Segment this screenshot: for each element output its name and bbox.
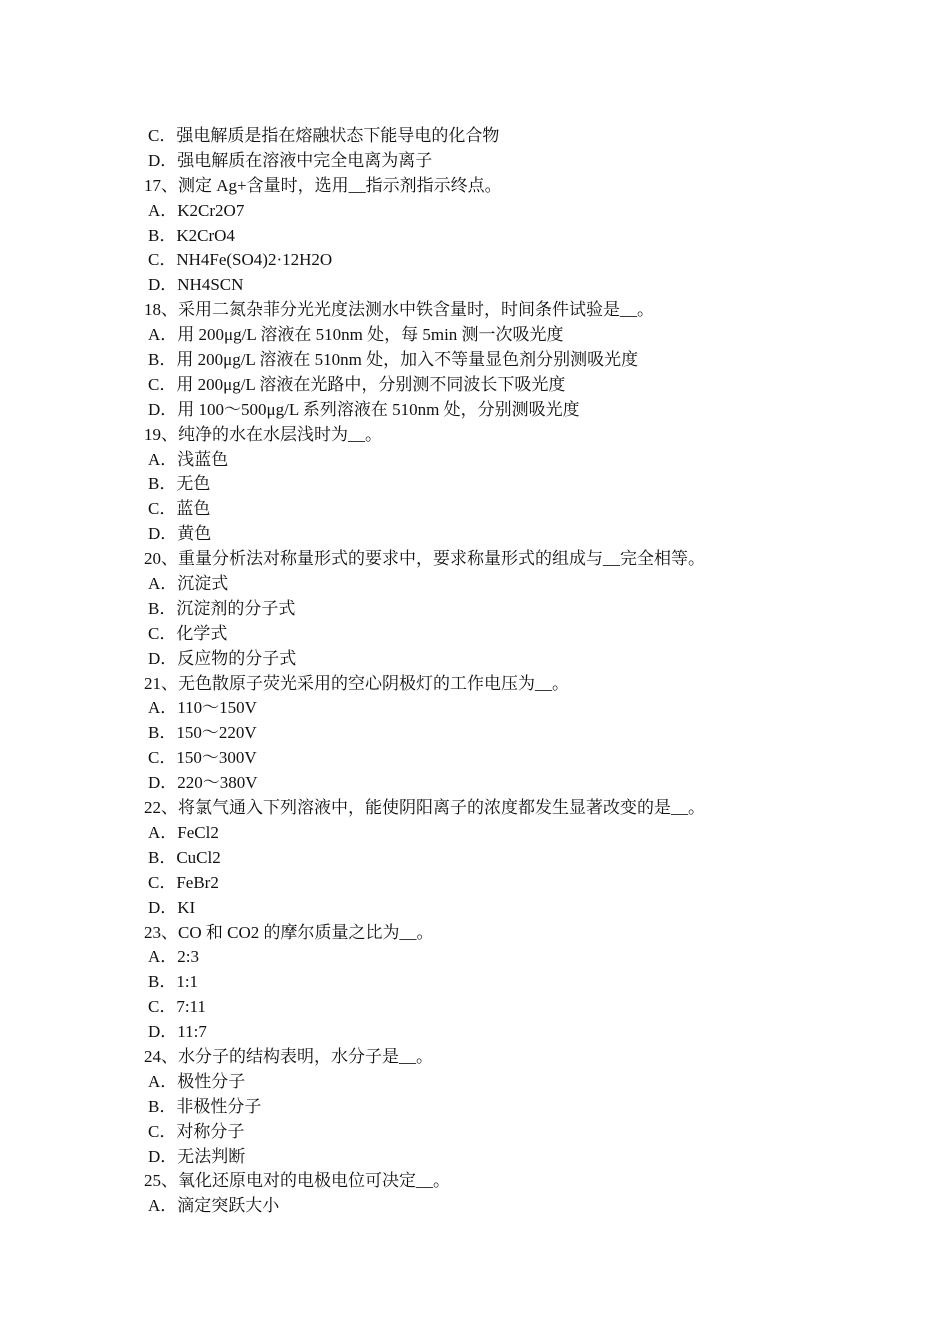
option-line: A．110～150V bbox=[148, 698, 257, 718]
option-line: B．沉淀剂的分子式 bbox=[148, 598, 296, 618]
question-17: 17、测定 Ag+含量时，选用__指示剂指示终点。 bbox=[144, 175, 502, 195]
option-line: C．用 200μg/L 溶液在光路中，分别测不同波长下吸光度 bbox=[148, 374, 566, 394]
option-line: C．FeBr2 bbox=[148, 872, 219, 892]
question-21: 21、无色散原子荧光采用的空心阴极灯的工作电压为__。 bbox=[144, 673, 569, 693]
option-line: D．黄色 bbox=[148, 524, 212, 544]
option-line: D．无法判断 bbox=[148, 1146, 246, 1166]
option-line: A．K2Cr2O7 bbox=[148, 200, 245, 220]
option-line: D．NH4SCN bbox=[148, 275, 244, 295]
option-line: C．NH4Fe(SO4)2·12H2O bbox=[148, 250, 333, 270]
option-line: A．FeCl2 bbox=[148, 822, 219, 842]
option-line: A．浅蓝色 bbox=[148, 449, 229, 469]
question-23: 23、CO 和 CO2 的摩尔质量之比为__。 bbox=[144, 922, 434, 942]
option-line: C．对称分子 bbox=[148, 1121, 245, 1141]
question-20: 20、重量分析法对称量形式的要求中，要求称量形式的组成与__完全相等。 bbox=[144, 549, 705, 569]
option-line: D．用 100～500μg/L 系列溶液在 510nm 处，分别测吸光度 bbox=[148, 399, 580, 419]
option-line: A．用 200μg/L 溶液在 510nm 处，每 5min 测一次吸光度 bbox=[148, 325, 564, 345]
option-line: B．150～220V bbox=[148, 723, 257, 743]
option-line: A．沉淀式 bbox=[148, 574, 229, 594]
question-25: 25、氧化还原电对的电极电位可决定__。 bbox=[144, 1171, 450, 1191]
option-line: C．蓝色 bbox=[148, 499, 211, 519]
option-line: D．反应物的分子式 bbox=[148, 648, 297, 668]
question-24: 24、水分子的结构表明，水分子是__。 bbox=[144, 1046, 433, 1066]
question-19: 19、纯净的水在水层浅时为__。 bbox=[144, 424, 382, 444]
document-page bbox=[0, 124, 950, 1219]
question-22: 22、将氯气通入下列溶液中，能使阴阳离子的浓度都发生显著改变的是__。 bbox=[144, 798, 705, 818]
option-line: A．滴定突跃大小 bbox=[148, 1196, 280, 1216]
option-line: B．CuCl2 bbox=[148, 847, 221, 867]
option-line: B．用 200μg/L 溶液在 510nm 处，加入不等量显色剂分别测吸光度 bbox=[148, 350, 639, 370]
option-line: C．强电解质是指在熔融状态下能导电的化合物 bbox=[148, 126, 500, 145]
option-line: A．2:3 bbox=[148, 947, 199, 967]
option-line: D．强电解质在溶液中完全电离为离子 bbox=[148, 150, 433, 170]
option-line: D．220～380V bbox=[148, 773, 258, 793]
option-line: C．化学式 bbox=[148, 623, 228, 643]
option-line: C．150～300V bbox=[148, 748, 257, 768]
option-line: B．无色 bbox=[148, 474, 211, 494]
option-line: C．7:11 bbox=[148, 997, 206, 1017]
option-line: D．KI bbox=[148, 897, 196, 917]
option-line: B．非极性分子 bbox=[148, 1096, 262, 1116]
option-line: A．极性分子 bbox=[148, 1071, 246, 1091]
option-line: B．1:1 bbox=[148, 972, 199, 992]
option-line: B．K2CrO4 bbox=[148, 225, 235, 245]
question-18: 18、采用二氮杂菲分光光度法测水中铁含量时，时间条件试验是__。 bbox=[144, 300, 654, 320]
option-line: D．11:7 bbox=[148, 1022, 207, 1042]
